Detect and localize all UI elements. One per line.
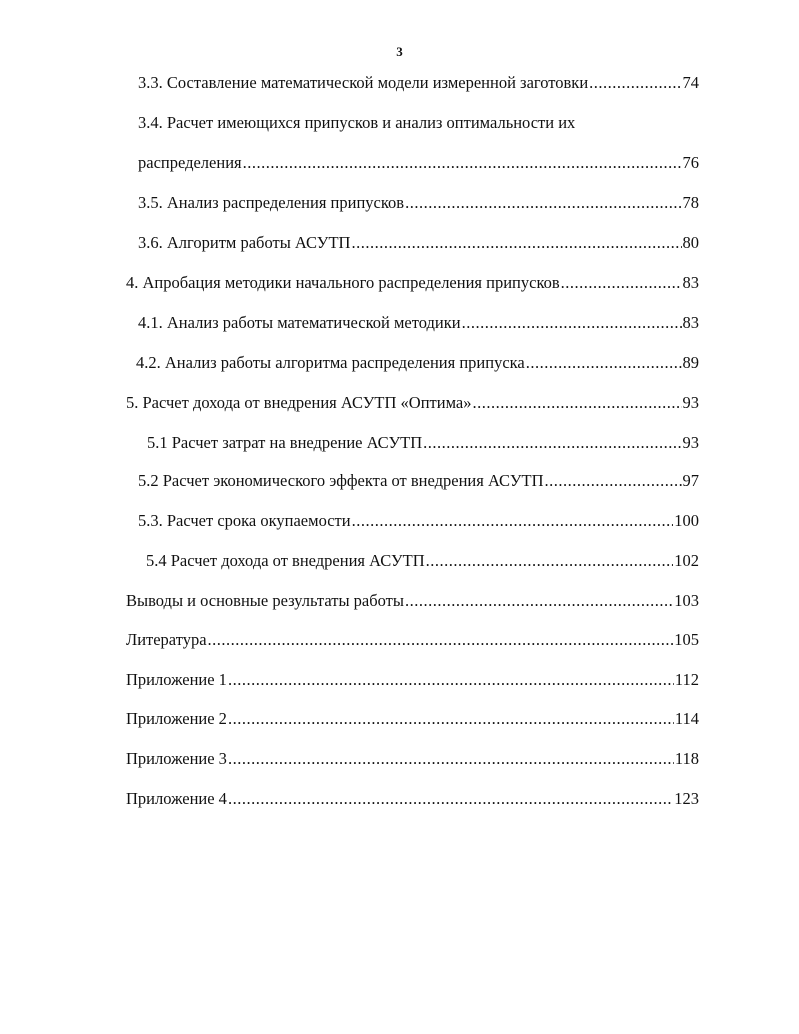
dot-leader [405,193,681,213]
toc-entry-title: 5.4 Расчет дохода от внедрения АСУТП [146,551,425,570]
toc-entry-title: Выводы и основные результаты работы [126,591,404,610]
toc-entry-3-4[interactable] [138,153,699,173]
toc-entry-page: 102 [674,551,699,570]
toc-entry-title: 3.4. Расчет имеющихся припусков и анализ оптимальности их [138,113,576,132]
dot-leader [228,709,674,729]
dot-leader [526,353,682,373]
toc-entry-title: Приложение 3 [126,749,227,768]
dot-leader [243,153,682,173]
toc-entry-page: 93 [682,393,699,412]
toc-entry-title: Приложение 4 [126,789,227,808]
toc-entry-page: 114 [674,709,699,728]
toc-entry-3-3[interactable] [138,73,699,93]
toc-entry-page: 89 [682,353,699,372]
dot-leader [228,749,674,769]
dot-leader [561,273,682,293]
toc-entry-title: Приложение 2 [126,709,227,728]
toc-entry-5-4[interactable] [146,551,699,571]
toc-entry-page: 93 [682,433,699,452]
toc-entry-page: 74 [682,73,699,92]
toc-entry-title: 4. Апробация методики начального распределения припусков [126,273,560,292]
toc-entry-page: 76 [682,153,699,172]
dot-leader [423,433,681,453]
toc-entry-3-6[interactable] [138,233,699,253]
dot-leader [462,313,682,333]
toc-entry-conclusions[interactable] [126,591,699,611]
toc-entry-page: 83 [682,273,699,292]
toc-entry-title: 4.1. Анализ работы математической методики [138,313,461,332]
toc-entry-title: 3.6. Алгоритм работы АСУТП [138,233,351,252]
toc-entry-title: 3.3. Составление математической модели измеренной заготовки [138,73,589,92]
toc-entry-3-5[interactable] [138,193,699,213]
toc-entry-appendix-1[interactable] [126,670,699,690]
dot-leader [351,233,681,253]
toc-entry-page: 118 [674,749,699,768]
toc-entry-page: 97 [682,471,699,490]
toc-entry-5-2[interactable] [138,471,699,491]
toc-entry-appendix-3[interactable] [126,749,699,769]
toc-entry-title: 5.1 Расчет затрат на внедрение АСУТП [147,433,423,452]
toc-entry-page: 105 [674,630,699,649]
dot-leader [589,73,681,93]
toc-entry-5[interactable] [126,393,699,413]
toc-entry-title: 5.2 Расчет экономического эффекта от внедрения АСУТП [138,471,544,490]
dot-leader [352,511,674,531]
toc-entry-title: 5. Расчет дохода от внедрения АСУТП «Оптима» [126,393,472,412]
toc-entry-appendix-4[interactable] [126,789,699,809]
dot-leader [208,630,674,650]
dot-leader [473,393,682,413]
toc-entry-title: Приложение 1 [126,670,227,689]
toc-entry-title-cont: распределения [138,153,242,172]
toc-entry-appendix-2[interactable] [126,709,699,729]
dot-leader [426,551,674,571]
toc-entry-page: 112 [674,670,699,689]
dot-leader [545,471,682,491]
toc-entry-3-4-line1[interactable] [138,113,575,133]
toc-entry-page: 100 [674,511,699,530]
page-number: 3 [396,44,403,59]
toc-entry-4-1[interactable] [138,313,699,333]
toc-entry-5-3[interactable] [138,511,699,531]
toc-entry-page: 123 [674,789,699,808]
toc-entry-title: 3.5. Анализ распределения припусков [138,193,405,212]
toc-entry-title: 5.3. Расчет срока окупаемости [138,511,351,530]
dot-leader [405,591,673,611]
dot-leader [228,670,674,690]
dot-leader [228,789,673,809]
toc-entry-page: 83 [682,313,699,332]
toc-entry-title: Литература [126,630,207,649]
toc-entry-title: 4.2. Анализ работы алгоритма распределения припуска [136,353,525,372]
toc-entry-literature[interactable] [126,630,699,650]
toc-entry-4-2[interactable] [136,353,699,373]
toc-entry-5-1[interactable] [147,433,699,453]
toc-entry-page: 78 [682,193,699,212]
toc-entry-page: 80 [682,233,699,252]
toc-entry-page: 103 [674,591,699,610]
toc-entry-4[interactable] [126,273,699,293]
